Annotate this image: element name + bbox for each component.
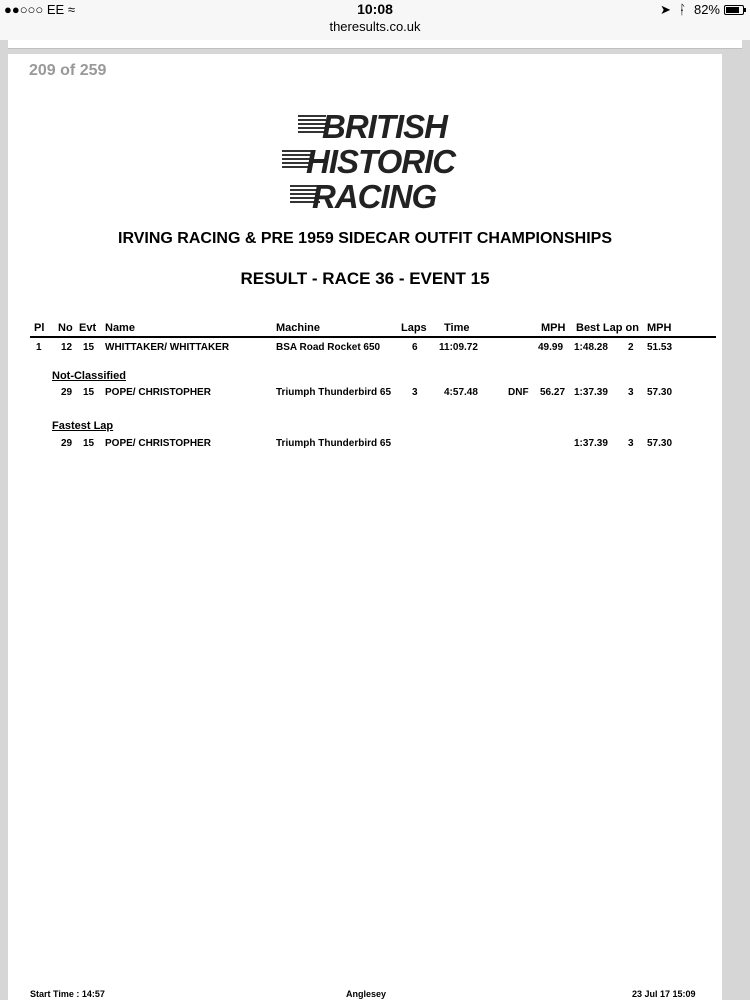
col-pl: Pl [34, 322, 45, 334]
cell-no: 29 [61, 438, 73, 449]
cell-best-mph: 57.30 [647, 387, 673, 398]
cell-best-lap: 1:37.39 [574, 438, 608, 449]
clock: 10:08 [357, 1, 393, 17]
col-name: Name [105, 322, 135, 334]
cell-on: 3 [628, 438, 634, 449]
footer-date: 23 Jul 17 15:09 [632, 989, 696, 999]
battery-icon [724, 5, 744, 15]
cell-machine: Triumph Thunderbird 65 [276, 438, 392, 449]
cell-pl: 1 [36, 342, 42, 353]
cell-best-lap: 1:48.28 [574, 342, 608, 353]
col-mph: MPH [541, 322, 566, 334]
col-time: Time [444, 322, 470, 334]
cell-time: 11:09.72 [439, 342, 478, 353]
carrier-label: ●●○○○ EE ≈ [4, 2, 75, 17]
cell-machine: BSA Road Rocket 650 [276, 342, 381, 353]
fastest-lap-heading: Fastest Lap [52, 420, 114, 432]
col-evt: Evt [79, 322, 97, 334]
col-best-lap-on: Best Lap on [576, 322, 639, 334]
cell-evt: 15 [83, 342, 95, 353]
cell-name: WHITTAKER/ WHITTAKER [105, 342, 230, 353]
cell-laps: 3 [412, 387, 418, 398]
header-divider [30, 336, 716, 338]
page-counter: 209 of 259 [29, 62, 107, 79]
cell-no: 29 [61, 387, 73, 398]
cell-best-mph: 57.30 [647, 438, 673, 449]
footer-start-time: Start Time : 14:57 [30, 989, 105, 999]
race-result-title: RESULT - RACE 36 - EVENT 15 [240, 269, 490, 288]
cell-best-lap: 1:37.39 [574, 387, 608, 398]
cell-on: 3 [628, 387, 634, 398]
col-laps: Laps [401, 322, 427, 334]
address-bar-url[interactable]: theresults.co.uk [329, 19, 421, 34]
col-machine: Machine [276, 322, 321, 334]
cell-name: POPE/ CHRISTOPHER [105, 438, 211, 449]
championship-title: IRVING RACING & PRE 1959 SIDECAR OUTFIT CHAMPIONSHIPS [118, 230, 612, 247]
cell-best-mph: 51.53 [647, 342, 673, 353]
cell-mph: 56.27 [540, 387, 566, 398]
footer-venue: Anglesey [346, 989, 387, 999]
bluetooth-icon: ᛛ [678, 2, 687, 17]
cell-time: 4:57.48 [444, 387, 478, 398]
cell-laps: 6 [412, 342, 418, 353]
location-arrow-icon: ➤ [660, 2, 671, 17]
cell-mph: 49.99 [538, 342, 564, 353]
cell-name: POPE/ CHRISTOPHER [105, 387, 211, 398]
cell-evt: 15 [83, 387, 95, 398]
col-mph2: MPH [647, 322, 672, 334]
cell-machine: Triumph Thunderbird 65 [276, 387, 392, 398]
not-classified-heading: Not-Classified [52, 370, 126, 382]
battery-percent: 82% [693, 2, 720, 17]
british-historic-racing-logo: BRITISH HISTORIC RACING [278, 108, 458, 208]
document-page[interactable] [8, 54, 722, 1000]
cell-status: DNF [508, 387, 529, 398]
col-no: No [58, 322, 73, 334]
cell-evt: 15 [83, 438, 95, 449]
status-bar [0, 0, 750, 40]
previous-page-edge [8, 40, 742, 49]
status-right [656, 2, 744, 18]
wifi-icon: ≈ [67, 2, 75, 17]
cell-no: 12 [61, 342, 73, 353]
cell-on: 2 [628, 342, 634, 353]
